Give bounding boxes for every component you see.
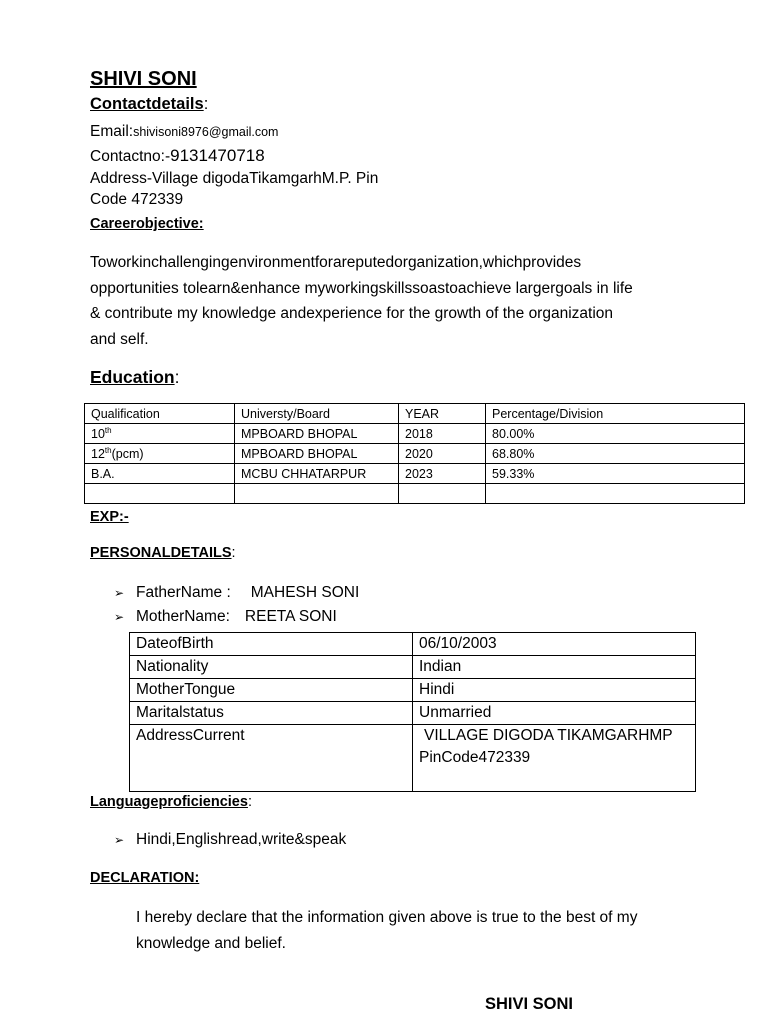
education-heading: Education: bbox=[90, 367, 180, 387]
detail-value: 06/10/2003 bbox=[413, 633, 696, 656]
career-objective-text bbox=[90, 250, 680, 352]
career-line: and self. bbox=[90, 330, 149, 348]
detail-value: Unmarried bbox=[413, 702, 696, 725]
percent-cell: 80.00% bbox=[486, 424, 745, 444]
language-item: ➢ Hindi,Englishread,write&speak bbox=[114, 831, 347, 848]
detail-label: Nationality bbox=[130, 656, 413, 679]
mother-name-value: REETA SONI bbox=[244, 608, 337, 625]
table-row bbox=[130, 633, 696, 656]
father-name-value: MAHESH SONI bbox=[250, 584, 360, 601]
mother-name-item: ➢ MotherName: REETA SONI bbox=[114, 608, 337, 625]
qualification-cell: B.A. bbox=[85, 464, 235, 484]
detail-label: AddressCurrent bbox=[130, 725, 413, 792]
table-row bbox=[85, 444, 745, 464]
board-cell: MPBOARD BHOPAL bbox=[235, 444, 399, 464]
arrow-bullet-icon: ➢ bbox=[114, 610, 125, 624]
career-line: opportunities tolearn&enhance myworkingskillssoastoachieve largergoals in life bbox=[90, 279, 633, 297]
year-cell: 2023 bbox=[399, 464, 486, 484]
table-row bbox=[130, 725, 696, 792]
father-name-item: ➢ FatherName : MAHESH SONI bbox=[114, 584, 360, 601]
declaration-heading: DECLARATION: bbox=[90, 870, 200, 886]
arrow-bullet-icon: ➢ bbox=[114, 586, 125, 600]
signature-name: SHIVI SONI bbox=[485, 995, 574, 1013]
column-header: Universty/Board bbox=[235, 404, 399, 424]
detail-label: MotherTongue bbox=[130, 679, 413, 702]
table-row bbox=[130, 656, 696, 679]
languages-heading: Languageproficiencies: bbox=[90, 794, 252, 810]
table-row-empty bbox=[85, 484, 745, 504]
career-line: & contribute my knowledge andexperience for the growth of the organization bbox=[90, 305, 614, 322]
qualification-cell: 12th(pcm) bbox=[85, 444, 235, 464]
education-table bbox=[84, 403, 745, 504]
table-row bbox=[130, 679, 696, 702]
table-row bbox=[85, 464, 745, 484]
year-cell: 2018 bbox=[399, 424, 486, 444]
table-header-row bbox=[85, 404, 745, 424]
personal-details-heading: PERSONALDETAILS: bbox=[90, 545, 236, 561]
resume-name: SHIVI SONI bbox=[90, 68, 197, 90]
email-line: Email:shivisoni8976@gmail.com bbox=[90, 123, 279, 140]
percent-cell: 59.33% bbox=[486, 464, 745, 484]
email-value: shivisoni8976@gmail.com bbox=[133, 125, 279, 139]
qualification-cell: 10th bbox=[85, 424, 235, 444]
personal-details-table bbox=[129, 632, 696, 792]
detail-label: Maritalstatus bbox=[130, 702, 413, 725]
board-cell: MCBU CHHATARPUR bbox=[235, 464, 399, 484]
exp-heading: EXP:- bbox=[90, 509, 129, 525]
board-cell: MPBOARD BHOPAL bbox=[235, 424, 399, 444]
column-header: Percentage/Division bbox=[486, 404, 745, 424]
contact-number-line: Contactno:-9131470718 bbox=[90, 146, 265, 165]
detail-value: VILLAGE DIGODA TIKAMGARHMP PinCode472339 bbox=[413, 725, 696, 792]
contact-number-value: 9131470718 bbox=[170, 146, 265, 165]
career-line: Toworkinchallengingenvironmentforareputedorganization,whichprovides bbox=[90, 254, 582, 271]
percent-cell: 68.80% bbox=[486, 444, 745, 464]
column-header: YEAR bbox=[399, 404, 486, 424]
column-header: Qualification bbox=[85, 404, 235, 424]
arrow-bullet-icon: ➢ bbox=[114, 833, 125, 847]
address-line-1: Address-Village digodaTikamgarhM.P. Pin bbox=[90, 170, 379, 187]
table-row bbox=[85, 424, 745, 444]
detail-label: DateofBirth bbox=[130, 633, 413, 656]
detail-value: Hindi bbox=[413, 679, 696, 702]
address-line-2: Code 472339 bbox=[90, 191, 184, 208]
contact-heading: Contactdetails: bbox=[90, 95, 209, 113]
declaration-text: I hereby declare that the information given above is true to the best of my knowledge and belief. bbox=[136, 909, 638, 952]
year-cell: 2020 bbox=[399, 444, 486, 464]
table-row bbox=[130, 702, 696, 725]
detail-value: Indian bbox=[413, 656, 696, 679]
career-objective-heading: Careerobjective: bbox=[90, 216, 204, 232]
